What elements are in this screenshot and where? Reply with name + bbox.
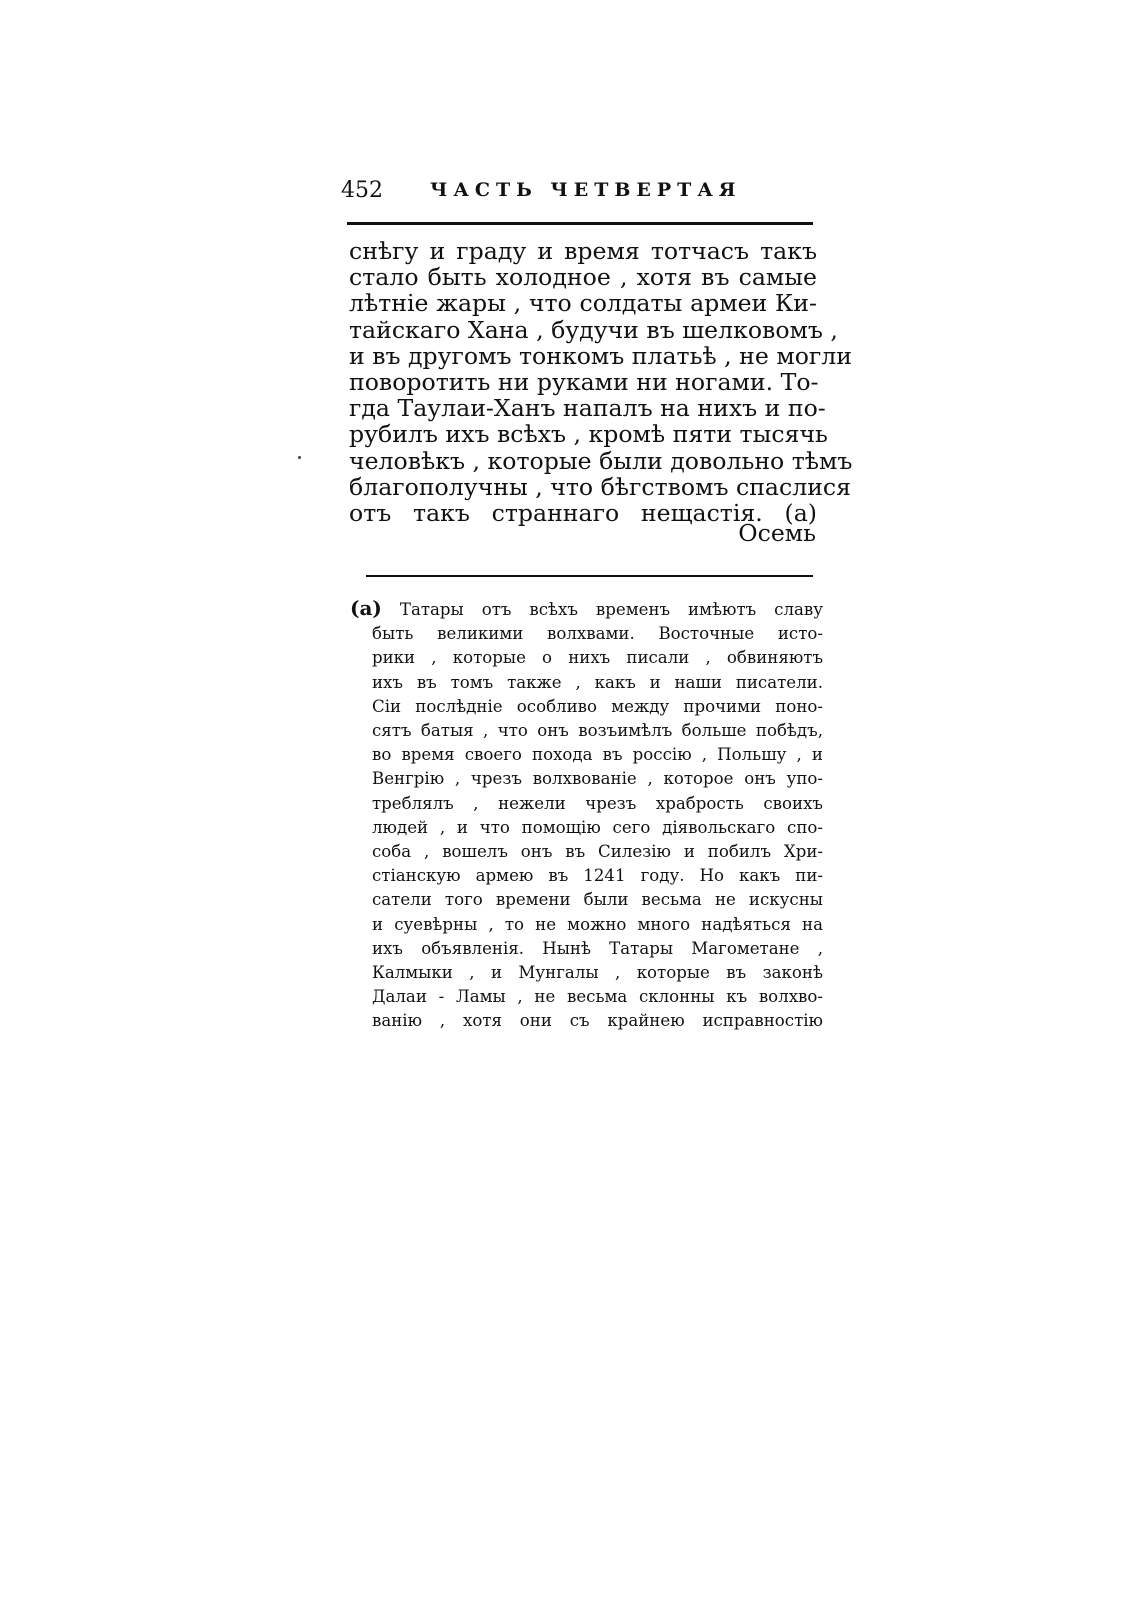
text-line: отъ такъ страннаго нещастія. (a)	[349, 499, 817, 528]
footnote-line: соба , вошелъ онъ въ Силезію и побилъ Хри-	[372, 842, 823, 862]
footnote-line: и суевѣрны , то не можно много надѣяться на	[372, 914, 823, 934]
header-rule	[347, 222, 813, 225]
footnote-line: во время своего похода въ россію , Польшу , и	[372, 745, 823, 765]
footnote-line: ихъ въ томъ такжe , какъ и наши писатели.	[372, 672, 823, 692]
text-line: благополучны , что бѣгствомъ спаслися	[349, 472, 852, 501]
text-line: поворотить ни руками ни ногами. То-	[349, 368, 819, 397]
footnote-line: треблялъ , нежели чрезъ храбрость своихъ	[372, 793, 823, 813]
footnote-mark: (a)	[350, 596, 382, 620]
footnote-line: Сіи послѣдніе особливо между прочими поно-	[372, 696, 823, 716]
running-title: ЧАСТЬ ЧЕТВЕРТАЯ	[430, 179, 742, 201]
text-line: снѣгу и граду и время тотчасъ такъ	[349, 237, 817, 265]
page-number: 452	[341, 178, 383, 203]
text-line: и въ другомъ тонкомъ платьѣ , не могли	[349, 341, 852, 370]
text-line: человѣкъ , которые были довольно тѣмъ	[349, 446, 853, 475]
footnote-line: сятъ батыя , что онъ возъимѣлъ больше побѣдъ,	[372, 721, 823, 741]
footnote-line: Венгрію , чрезъ волхвованіе , которое онъ упо-	[372, 769, 823, 789]
footnote-line	[350, 596, 823, 622]
footnote-rule	[366, 575, 813, 577]
footnote-line: сатели того времени были весьма не искусны	[372, 890, 823, 910]
text-line: стало быть холодное , хотя въ самые	[349, 263, 817, 292]
footnote-line: Калмыки , и Мунгалы , которые въ законѣ	[372, 963, 823, 983]
footnote-line: людей , и что помощію сего діявольскаго спо-	[372, 817, 823, 837]
text-line: гда Таулаи-Ханъ напалъ на нихъ и по-	[349, 394, 826, 423]
catchword: Осемь	[738, 519, 816, 547]
text-line: тайскаго Хана , будучи въ шелковомъ ,	[349, 315, 838, 344]
footnote-line: ванію , хотя они съ крайнею исправностію	[372, 1011, 823, 1031]
text-line: лѣтніе жары , что солдаты армеи Ки-	[349, 289, 817, 318]
main-text	[349, 237, 853, 528]
footnote-line: быть великими волхвами. Восточные исто-	[372, 624, 823, 644]
text-line: рубилъ ихъ всѣхъ , кромѣ пяти тысячь	[349, 420, 828, 449]
footnote-line-text: Татары отъ всѣхъ временъ имѣютъ славу	[399, 600, 823, 619]
footnote-line: стіанскую армею въ 1241 году. Но какъ пи-	[372, 866, 823, 886]
footnote-line: Далаи - Ламы , не весьма склонны къ волхво-	[372, 987, 823, 1007]
footnote-line: ихъ объявленія. Нынѣ Татары Магометане ,	[372, 938, 823, 958]
footnote	[350, 596, 823, 1034]
footnote-line: рики , которые о нихъ писали , обвиняютъ	[372, 648, 823, 668]
stray-mark	[298, 456, 301, 459]
